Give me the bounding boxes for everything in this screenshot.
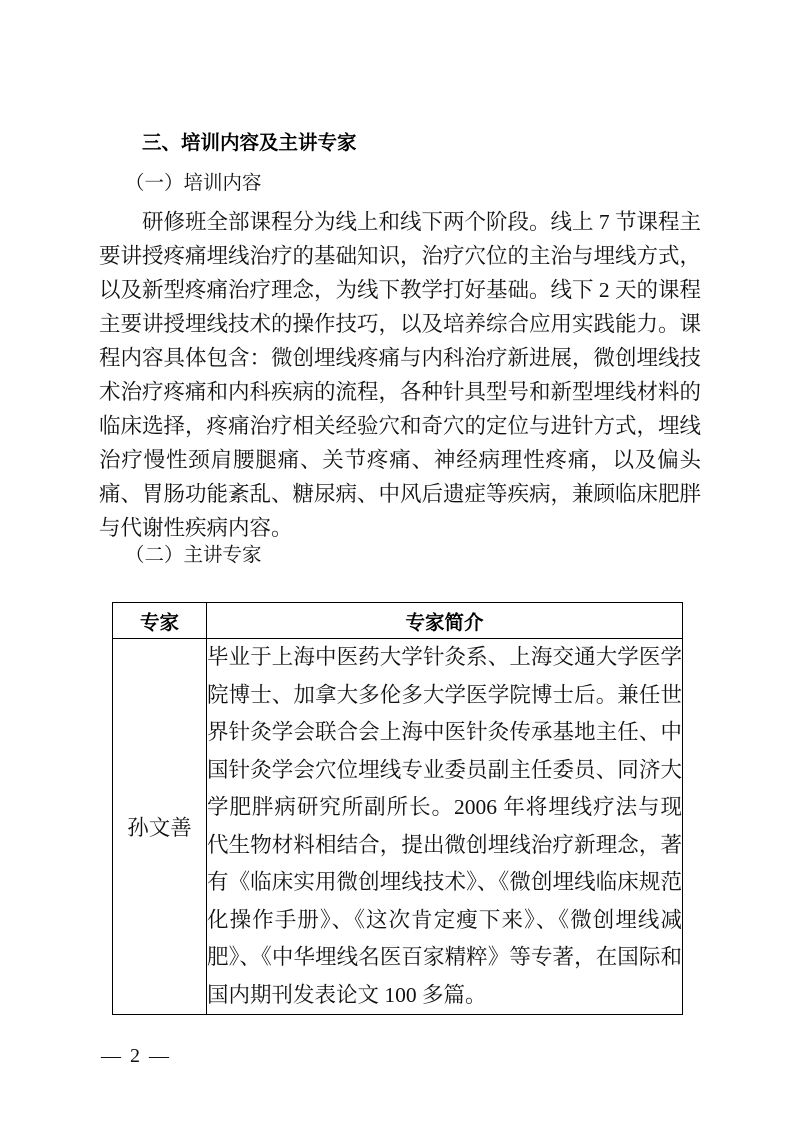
column-header-expert-bio: 专家简介 <box>207 603 683 639</box>
subsection-title-training-content: （一）培训内容 <box>125 173 262 194</box>
subsection-title-lecturers: （二）主讲专家 <box>125 545 262 566</box>
expert-bio-cell: 毕业于上海中医药大学针灸系、上海交通大学医学院博士、加拿大多伦多大学医学院博士后。兼任世界针灸学会联合会上海中医针灸传承基地主任、中国针灸学会穴位埋线专业委员副主任委员、同济大学肥胖病研究所副所长。2006 年将埋线疗法与现代生物材料相结合，提出微创埋线治疗新理念，著有《临床实用微创埋线技术》、《微创埋线临床规范化操作手册》、《这次肯定瘦下来》、《微创埋线减肥》、《中华埋线名医百家精粹》等专著，在国际和国内期刊发表论文 100 多篇。 <box>207 639 683 1015</box>
experts-table-header-row <box>113 603 683 639</box>
experts-table <box>112 602 683 1015</box>
expert-table-row <box>113 639 683 1015</box>
paragraph-training-content: 研修班全部课程分为线上和线下两个阶段。线上 7 节课程主要讲授疼痛埋线治疗的基础知识，治疗穴位的主治与埋线方式，以及新型疼痛治疗理念，为线下教学打好基础。线下 2 天的课程主要讲授埋线技术的操作技巧，以及培养综合应用实践能力。课程内容具体包含：微创埋线疼痛与内科治疗新进展，微创埋线技术治疗疼痛和内科疾病的流程，各种针具型号和新型埋线材料的临床选择，疼痛治疗相关经验穴和奇穴的定位与进针方式，埋线治疗慢性颈肩腰腿痛、关节疼痛、神经病理性疼痛，以及偏头痛、胃肠功能紊乱、糖尿病、中风后遗症等疾病，兼顾临床肥胖与代谢性疾病内容。 <box>99 210 702 540</box>
page-number: — 2 — <box>101 1045 171 1067</box>
section-heading: 三、培训内容及主讲专家 <box>142 132 357 154</box>
expert-name-cell: 孙文善 <box>113 639 207 1015</box>
column-header-expert: 专家 <box>113 603 207 639</box>
